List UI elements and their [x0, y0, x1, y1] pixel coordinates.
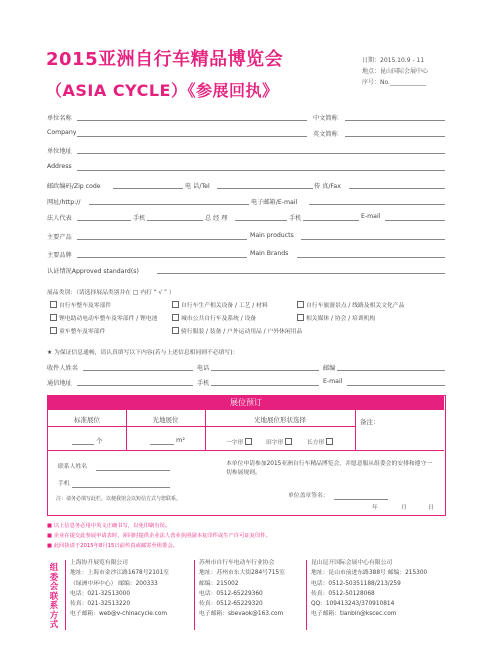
address-cn-field[interactable] [77, 146, 445, 154]
checkbox[interactable] [50, 314, 57, 321]
org-name: 昆山昆开国际会展中心有限公司 [311, 560, 393, 566]
website-label: 网址/http:// [47, 199, 81, 206]
row-approved [47, 266, 445, 280]
address-en-label: Address [47, 163, 72, 170]
col-standard-booth: 标准展位 [74, 416, 100, 424]
category-option-6[interactable]: 相关媒体 / 协会 / 培训机构 [297, 313, 375, 322]
contact-name-field[interactable] [96, 463, 170, 471]
brands-cn-field[interactable] [77, 250, 247, 258]
en-short-label: 英文简称 [313, 131, 338, 138]
legal-rep-label: 法人代表 [47, 215, 72, 222]
raw-space-unit: m² [176, 436, 185, 444]
row-unit-name [47, 113, 445, 127]
raw-space-area[interactable] [150, 437, 174, 445]
contact-note: 注：请务必填写此栏，以便我馆会以短信方式与您联系。 [56, 496, 182, 502]
approved-label: 认证情况Approved standard(s) [47, 268, 139, 275]
brands-en-field[interactable] [297, 250, 445, 258]
recipient-name-field[interactable] [83, 363, 193, 371]
committee-divider [194, 560, 195, 630]
note-2: ■ 企业在提交此参展申请表时，须同时提供企业法人营业执照副本复印件或生产许可证复印件。 [47, 533, 271, 539]
checkbox[interactable] [326, 438, 333, 445]
legal-rep-field[interactable] [77, 213, 131, 221]
email2-label: E-mail [361, 213, 381, 220]
note-3: ■ 此回执请于2015年8月15日前传真或邮寄至组委会。 [47, 543, 178, 549]
recipient-postcode-field[interactable] [337, 363, 445, 371]
row-address-en [47, 163, 445, 177]
company-field[interactable] [77, 129, 307, 137]
contact-name-label: 联系人姓名 [58, 464, 87, 470]
row-address-cn [47, 146, 445, 160]
recipient-postcode-label: 邮编 [323, 365, 336, 372]
website-field[interactable] [89, 197, 249, 205]
company-label: Company [47, 129, 77, 136]
row-products [47, 232, 445, 246]
org-xiesheng: 上海协升展览有限公司 地址：上海市金沙江路1678号2101室 （绿洲中环中心） 邮编：200333 电话：021-32513000 传真：021-32513220 电子邮箱：web@v-chinacycle.com [70, 558, 169, 620]
recipient-mobile-label: 手机 [197, 380, 210, 387]
recipient-address-field[interactable] [77, 378, 193, 386]
col-raw-space: 光地展位 [152, 416, 179, 424]
en-short-field[interactable] [345, 129, 445, 137]
statement: 本单位申请参加2015亚洲自行车精品博览会，并愿意服从组委会的安排和遵守一切参展规则。 [226, 461, 433, 476]
recipient-phone-field[interactable] [211, 363, 319, 371]
unit-name-field[interactable] [77, 113, 307, 121]
unit-name-label: 单位名称 [47, 115, 72, 122]
tel-label: 电 话/Tel [185, 183, 210, 190]
note-1: ■ 以上信息务必用中英文正确书写，以免印刷有误。 [47, 523, 171, 529]
committee-divider [306, 560, 307, 630]
address-cn-label: 单位地址 [47, 148, 72, 155]
contact-mobile-field[interactable] [72, 480, 170, 488]
booking-row-divider [48, 426, 355, 427]
category-option-2[interactable]: 自行车生产相关设备 / 工艺 / 材料 [172, 300, 268, 309]
cn-short-field[interactable] [345, 113, 445, 121]
col-shape: 光地展位形状选择 [254, 416, 306, 424]
checkbox[interactable] [50, 301, 57, 308]
stamp-field[interactable] [334, 492, 388, 500]
shape-option-2[interactable]: 田字形 [266, 437, 294, 446]
shape-option-1[interactable]: 一字形 [226, 437, 254, 446]
mobile2-label: 手机 [289, 215, 302, 222]
row-brands [47, 250, 445, 264]
org-name: 苏州市自行车电动车行业协会 [199, 560, 275, 566]
products-cn-label: 主要产品 [47, 234, 72, 241]
products-en-field[interactable] [301, 232, 445, 240]
committee-label: 组委会联系方式 [49, 563, 59, 630]
recipient-name-label: 收件人姓名 [47, 365, 78, 372]
mobile1-label: 手机 [133, 215, 146, 222]
cn-short-label: 中文简称 [313, 115, 338, 122]
category-option-7[interactable]: 童车整车及零部件 [50, 326, 105, 335]
org-kunshan-center: 昆山昆开国际会展中心有限公司 地址：昆山市前进东路388号 邮编：215300 电话：0512-50351188/213/259 传真：0512-50128068 QQ：109413243/370910814 电子邮箱：tianbin@kscec.com [311, 558, 427, 620]
org-suzhou-association: 苏州市自行车电动车行业协会 地址：苏州市东大街284号715室 邮编：215002 电话：0512-65229360 传真：0512-65229320 电子邮箱：sbevaok@163.com [199, 558, 285, 620]
date-year: 年 [372, 505, 378, 511]
postcode-field[interactable] [113, 181, 183, 189]
mobile2-field[interactable] [303, 213, 359, 221]
checkbox[interactable] [297, 301, 304, 308]
checkbox[interactable] [50, 327, 57, 334]
recipient-address-label: 通信地址 [47, 380, 72, 387]
event-venue: 地点：昆山国际会展中心 [362, 68, 429, 75]
category-option-4[interactable]: 锂电助动电动车整车及零部件 / 锂电池 [50, 313, 157, 322]
category-option-8[interactable]: 骑行服装 / 装备 / 户外运动用品 / 户外休闲用品 [172, 326, 302, 335]
email2-field[interactable] [385, 213, 445, 221]
booking-row-divider [48, 450, 444, 451]
checkbox[interactable] [245, 438, 252, 445]
address-en-field[interactable] [77, 163, 445, 171]
date-day: 日 [428, 505, 434, 511]
recipient-email-field[interactable] [347, 378, 445, 386]
row-recipient [47, 363, 445, 377]
products-cn-field[interactable] [77, 232, 247, 240]
row-company [47, 129, 445, 143]
checkbox[interactable] [172, 301, 179, 308]
mobile1-field[interactable] [147, 213, 203, 221]
email-company-label: 电子邮箱/E-mail [251, 199, 298, 206]
row-website [47, 197, 445, 211]
shape-option-3[interactable]: 长方形 [307, 437, 335, 446]
serial-number: 序号：No.____________ [362, 79, 426, 86]
contact-mobile-label: 手机 [58, 481, 70, 487]
category-label: 展品类别：（请选择展品类别并在 □ 内打 “ √ ” ） [47, 290, 175, 296]
org-email[interactable]: 电子邮箱：sbevaok@163.com [199, 611, 284, 618]
org-email[interactable]: 电子邮箱：tianbin@kscec.com [311, 611, 397, 618]
stamp-label: 单位盖章签名： [288, 493, 329, 499]
category-option-5[interactable]: 城市公共自行车及系统 / 设备 [172, 313, 256, 322]
remark-label: 备注： [360, 418, 380, 426]
gm-label: 总 经 理 [205, 215, 228, 222]
standard-booth-qty[interactable] [72, 437, 94, 445]
booking-divider [355, 410, 356, 450]
checkbox[interactable] [172, 314, 179, 321]
recipient-phone-label: 电话 [197, 365, 210, 372]
booking-header: 展位预订 [48, 396, 444, 410]
fax-field[interactable] [349, 181, 445, 189]
row-legal [47, 213, 445, 227]
tel-field[interactable] [217, 181, 313, 189]
checkbox[interactable] [172, 327, 179, 334]
products-en-label: Main products [250, 232, 294, 239]
org-name: 上海协升展览有限公司 [70, 560, 128, 566]
recipient-note: ★ 为保证信息通畅，请认真填写以下内容(若与上述信息相同则不必填写)： [47, 350, 239, 356]
category-option-3[interactable]: 自行车旅游景点 / 线路及相关文化产品 [297, 300, 404, 309]
gm-field[interactable] [235, 213, 287, 221]
checkbox[interactable] [285, 438, 292, 445]
checkbox[interactable] [297, 314, 304, 321]
category-option-1[interactable]: 自行车整车及零部件 [50, 300, 111, 309]
recipient-mobile-field[interactable] [211, 378, 319, 386]
date-month: 月 [401, 505, 407, 511]
event-date: 日期：2015.10.9 - 11 [362, 57, 425, 64]
brands-cn-label: 主要品牌 [47, 252, 72, 259]
approved-field[interactable] [157, 266, 445, 274]
postcode-label: 邮政编码/Zip code [47, 183, 101, 190]
recipient-email-label: E-mail [323, 378, 343, 385]
committee-divider [65, 560, 66, 630]
fax-label: 传 真/Fax [314, 183, 341, 190]
email-company-field[interactable] [309, 197, 445, 205]
org-email[interactable]: 电子邮箱：web@v-chinacycle.com [70, 611, 168, 618]
page-subtitle: （ASIA CYCLE）《参展回执》 [46, 81, 279, 100]
standard-booth-unit: 个 [96, 437, 103, 445]
row-contact [47, 181, 445, 195]
page-title: 2015亚洲自行车精品博览会 [46, 49, 284, 70]
row-recipient-address [47, 378, 445, 392]
brands-en-label: Main Brands [250, 250, 289, 257]
